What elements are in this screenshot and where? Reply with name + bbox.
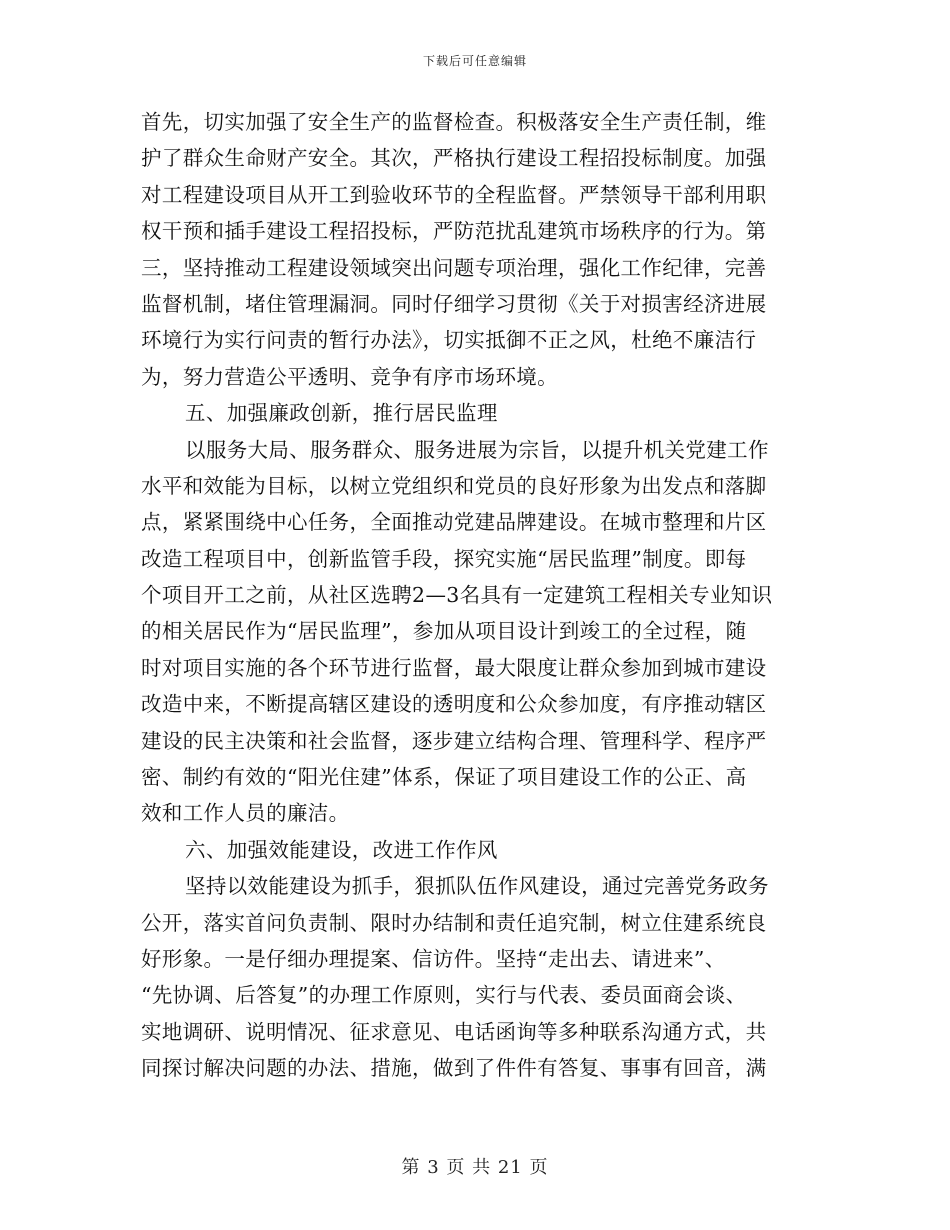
page-footer: 第 3 页 共 21 页 (401, 1157, 549, 1178)
text-line: 实地调研、说明情况、征求意见、电话函询等多种联系沟通方式，共 (141, 1019, 767, 1044)
body-text (141, 104, 801, 1087)
text-line: 个项目开工之前，从社区选聘2—3名具有一定建筑工程相关专业知识 (141, 583, 773, 608)
text-line: 时对项目实施的各个环节进行监督，最大限度让群众参加到城市建设 (141, 655, 767, 680)
text-line: 三，坚持推动工程建设领域突出问题专项治理，强化工作纪律，完善 (141, 255, 767, 280)
text-line: 坚持以效能建设为抓手，狠抓队伍作风建设，通过完善党务政务 (185, 874, 769, 899)
text-line: 效和工作人员的廉洁。 (141, 801, 350, 826)
text-line: 公开，落实首问负责制、限时办结制和责任追究制，树立住建系统良 (141, 910, 767, 935)
text-line: 改造中来，不断提高辖区建设的透明度和公众参加度，有序推动辖区 (141, 692, 767, 717)
text-line: 首先，切实加强了安全生产的监督检查。积极落安全生产责任制，维 (141, 110, 767, 134)
text-line: 权干预和插手建设工程招投标，严防范扰乱建筑市场秩序的行为。第 (141, 219, 767, 244)
text-line: 的相关居民作为“居民监理”，参加从项目设计到竣工的全过程，随 (141, 619, 747, 644)
text-line: 以服务大局、服务群众、服务进展为宗旨，以提升机关党建工作 (185, 437, 769, 462)
text-line: “先协调、后答复”的办理工作原则，实行与代表、委员面商会谈、 (141, 983, 747, 1008)
text-line: 对工程建设项目从开工到验收环节的全程监督。严禁领导干部利用职 (141, 182, 767, 207)
text-line: 环境行为实行问责的暂行办法》，切实抵御不正之风，杜绝不廉洁行 (141, 328, 757, 353)
text-line: 水平和效能为目标，以树立党组织和党员的良好形象为出发点和落脚 (141, 473, 767, 498)
page-header: 下载后可任意编辑 (422, 54, 527, 68)
text-line: 六、加强效能建设，改进工作作风 (185, 837, 498, 862)
text-line: 好形象。一是仔细办理提案、信访件。坚持“走出去、请进来”、 (141, 946, 726, 971)
text-line: 同探讨解决问题的办法、措施，做到了件件有答复、事事有回音，满 (141, 1056, 767, 1081)
text-line: 密、制约有效的“阳光住建”体系，保证了项目建设工作的公正、高 (141, 765, 747, 790)
text-line: 五、加强廉政创新，推行居民监理 (185, 401, 498, 426)
text-line: 监督机制，堵住管理漏洞。同时仔细学习贯彻《关于对损害经济进展 (141, 291, 767, 316)
text-line: 建设的民主决策和社会监督，逐步建立结构合理、管理科学、程序严 (141, 728, 767, 753)
text-line: 护了群众生命财产安全。其次，严格执行建设工程招投标制度。加强 (141, 146, 767, 171)
text-line: 为，努力营造公平透明、竞争有序市场环境。 (141, 364, 558, 389)
text-line: 点，紧紧围绕中心任务，全面推动党建品牌建设。在城市整理和片区 (141, 510, 767, 535)
text-line: 改造工程项目中，创新监管手段，探究实施“居民监理”制度。即每 (141, 546, 747, 571)
